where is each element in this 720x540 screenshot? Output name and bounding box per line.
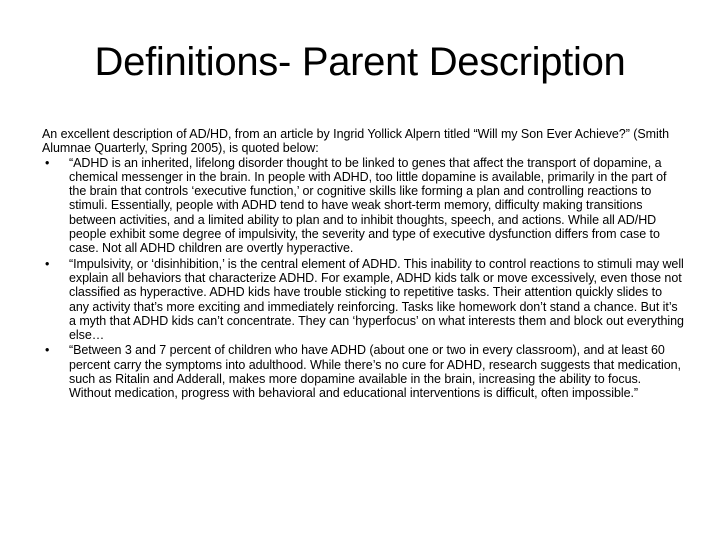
bullet-icon: • — [45, 256, 50, 271]
slide-body — [42, 127, 684, 402]
bullet-icon: • — [45, 155, 50, 170]
intro-text: An excellent description of AD/HD, from an article by Ingrid Yollick Alpern titled “Will my Son Ever Achieve?” (Smith Alumnae Quarterly, Spring 2005), is quoted below: — [42, 127, 670, 156]
bullet-text-genetics: “ADHD is an inherited, lifelong disorder thought to be linked to genes that affect the transport of dopamine, a chemical messenger in the brain. In people with ADHD, too little dopamine is available, primarily in the part of the brain that controls ‘executive function,’ or cognitive skills like forming a plan and controlling reactions to stimuli. Essentially, people with ADHD tend to have weak short-term memory, difficulty making transitions between activities, and a limited ability to plan and to inhibit thoughts, speech, and actions. While all AD/HD people exhibit some degree of impulsivity, the severity and type of executive dysfunction differs from case to case. Not all ADHD children are overtly hyperactive. — [69, 155, 667, 256]
bullet-text-impulsivity: “Impulsivity, or ‘disinhibition,’ is the central element of ADHD. This inability to control reactions to stimuli may well explain all behaviors that characterize ADHD. For example, ADHD kids talk or move excessively, even those not classified as hyperactive. ADHD kids have trouble sticking to repetitive tasks. Their attention quickly slides to any activity that’s more exciting and immediately reinforcing. Tasks like homework don’t stand a chance. But it’s a myth that ADHD kids can’t concentrate. They can ‘hyperfocus’ on what interests them and block out everything else… — [69, 256, 684, 343]
intro-paragraph — [42, 127, 684, 156]
slide-title: Definitions- Parent Description — [94, 40, 626, 84]
list-item — [42, 156, 684, 256]
list-item — [42, 257, 684, 343]
bullet-icon: • — [45, 343, 50, 358]
bullet-text-prevalence: “Between 3 and 7 percent of children who have ADHD (about one or two in every classroom), and at least 60 percent carry the symptoms into adulthood. While there’s no cure for ADHD, research suggests that medication, such as Ritalin and Adderall, makes more dopamine available in the brain, increasing the ability to focus. Without medication, progress with behavioral and educational interventions is difficult, often impossible.” — [69, 343, 681, 401]
bullet-list — [42, 156, 684, 401]
list-item — [42, 343, 684, 400]
